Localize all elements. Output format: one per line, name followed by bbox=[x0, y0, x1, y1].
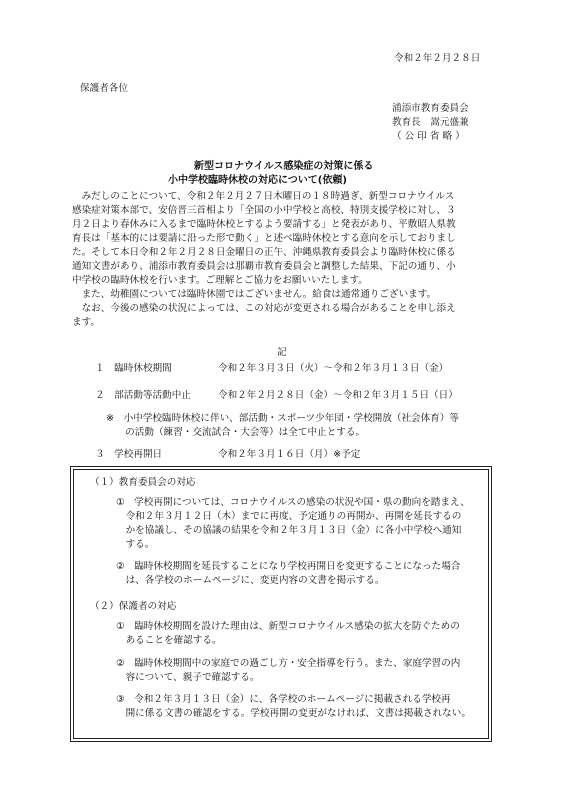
section-2-item-2-line: 容について、親子で確認する。 bbox=[116, 672, 260, 683]
sender-person: 教育長 嵩元盛兼 bbox=[392, 117, 469, 128]
section-2-item-1-line: ① 臨時休校期間を設けた理由は、新型コロナウイルス感染の拡大を防ぐための bbox=[116, 621, 460, 632]
item-2-note-line: の活動（練習・交流試合・大会等）は全て中止とする。 bbox=[106, 427, 366, 438]
body-line: 感染症対策本部で、安倍晋三首相より「全国の小中学校と高校、特別支援学校に対し、３ bbox=[72, 205, 456, 216]
section-1-item-1-line: する。 bbox=[116, 539, 155, 550]
section-1-item-2-line: ② 臨時休校期間を延長することになり学校再開日を変更することになった場合 bbox=[116, 561, 461, 572]
section-2-item-1-line: あることを確認する。 bbox=[116, 635, 222, 646]
title-line-2: 小中学校臨時休校の対応について(依頼) bbox=[168, 175, 347, 186]
sender-org: 浦添市教育委員会 bbox=[392, 103, 469, 114]
body-line: 中学校の臨時休校を行います。ご理解とご協力をお願いいたします。 bbox=[72, 275, 368, 286]
section-1-item-1-line: 令和２年３月１２日（木）までに再度、予定通りの再開か、再開を延長するの bbox=[116, 511, 462, 522]
seal-omitted: （ 公 印 省 略 ） bbox=[392, 131, 465, 142]
section-2-item-2-line: ② 臨時休校期間中の家庭での過ごし方・安全指導を行う。また、家庭学習の内 bbox=[116, 658, 461, 669]
section-1-item-1-line: かを協議し、その協議の結果を令和２年３月１３日（金）に各小中学校へ通知 bbox=[116, 525, 462, 536]
section-1-item-2-line: は、各学校のホームページに、変更内容の文書を掲示する。 bbox=[116, 575, 385, 586]
item-2-note-line: ※ 小中学校臨時休校に伴い、部活動・スポーツ少年団・学校開放（社会体育）等 bbox=[106, 413, 460, 424]
ki-marker: 記 bbox=[277, 347, 287, 358]
section-1-heading: （１）教育委員会の対応 bbox=[90, 477, 196, 488]
body-line: なお、今後の感染の状況によっては、この対応が変更される場合があることを申し添え bbox=[72, 303, 456, 314]
body-line: ます。 bbox=[72, 317, 101, 328]
addressee: 保護者各位 bbox=[80, 83, 128, 94]
body-line: 通知文書があり、浦添市教育委員会は那覇市教育委員会と調整した結果、下記の通り、小 bbox=[72, 261, 456, 272]
item-1-value: 令和２年３月３日（火）～令和２年３月１３日（金） bbox=[218, 363, 449, 374]
section-1-item-1-line: ① 学校再開については、コロナウイルスの感染の状況や国・県の動向を踏まえ、 bbox=[116, 497, 470, 508]
body-line: 育長は「基本的には要請に沿った形で動く」と述べ臨時休校とする意向を示しておりまし bbox=[72, 233, 456, 244]
section-2-item-3-line: 開に係る文書の確認をする。学校再開の変更がなければ、文書は掲載されない。 bbox=[116, 708, 471, 719]
body-line: みだしのことについて、令和２年２月２７日木曜日の１８時過ぎ、新型コロナウイルス bbox=[72, 191, 455, 202]
item-2-label: ２ 部活動等活動中止 bbox=[95, 390, 191, 401]
title-line-1: 新型コロナウイルス感染症の対策に係る bbox=[194, 161, 374, 172]
item-2-value: 令和２年２月２８日（金）～令和２年３月１５日（日） bbox=[218, 390, 458, 401]
section-2-item-3-line: ③ 令和２年３月１３日（金）に、各学校のホームページに掲載される学校再 bbox=[116, 694, 451, 705]
item-3-value: 令和２年３月１６日（月）※予定 bbox=[218, 449, 361, 460]
document-date: 令和２年２月２８日 bbox=[394, 53, 481, 64]
item-3-label: ３ 学校再開日 bbox=[95, 449, 163, 460]
section-2-heading: （２）保護者の対応 bbox=[90, 601, 177, 612]
body-line: また、幼稚園については臨時休園ではございません。給食は通常通りございます。 bbox=[72, 289, 437, 300]
body-line: た。そして本日令和２年２月２８日金曜日の正午、沖縄県教育委員会より臨時休校に係る bbox=[72, 247, 456, 258]
body-line: 月２日より春休みに入るまで臨時休校とするよう要請する」と発表があり、平敷昭人県教 bbox=[72, 219, 456, 230]
item-1-label: １ 臨時休校期間 bbox=[95, 363, 172, 374]
